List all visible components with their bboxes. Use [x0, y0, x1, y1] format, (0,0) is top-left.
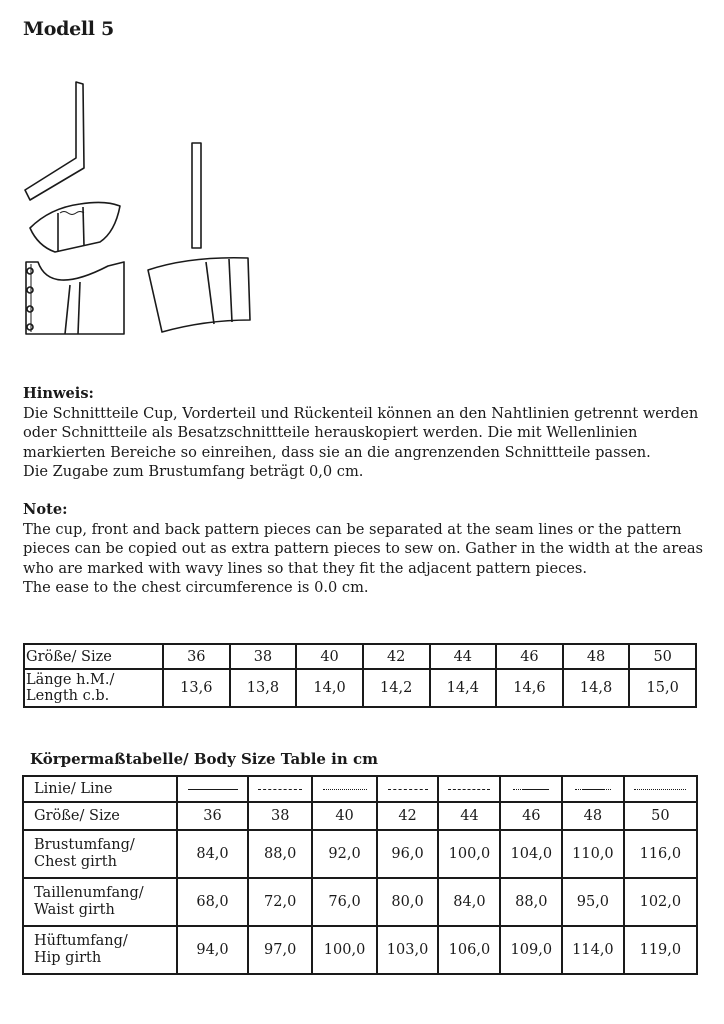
hinweis-line: oder Schnittteile als Besatzschnittteile herauskopiert werden. Die mit Wellenlinien [23, 424, 638, 441]
value-cell: 95,0 [562, 878, 624, 926]
table-row [23, 802, 697, 830]
dash-dot-dash-line-swatch [583, 789, 603, 790]
value-cell: 102,0 [624, 878, 697, 926]
body-size-table [22, 775, 698, 975]
length-label [24, 669, 163, 707]
page-title: Modell 5 [23, 18, 114, 40]
line-style-cell [624, 776, 697, 802]
chest-label-en: Chest girth [34, 854, 117, 870]
line-style-cell [377, 776, 439, 802]
dot-long-dash-line-swatch [523, 789, 549, 790]
size-cell: 38 [230, 644, 297, 669]
size-cell: 46 [500, 802, 562, 830]
line-style-cell [500, 776, 562, 802]
size-cell: 48 [562, 802, 624, 830]
hinweis-line: Die Zugabe zum Brustumfang beträgt 0,0 cm. [23, 463, 364, 480]
table-row [24, 669, 696, 707]
value-cell: 84,0 [177, 830, 248, 878]
line-style-cell [562, 776, 624, 802]
size-cell: 36 [163, 644, 230, 669]
line-label: Linie/ Line [23, 776, 177, 802]
strap-piece [25, 82, 84, 200]
table-row [23, 830, 697, 878]
value-cell: 88,0 [500, 878, 562, 926]
value-cell: 97,0 [248, 926, 312, 974]
length-cell: 13,6 [163, 669, 230, 707]
table-row [23, 926, 697, 974]
value-cell: 119,0 [624, 926, 697, 974]
size-cell: 42 [377, 802, 439, 830]
dashed-line-swatch [448, 789, 490, 790]
size-cell: 48 [563, 644, 630, 669]
value-cell: 100,0 [312, 926, 376, 974]
value-cell: 106,0 [438, 926, 500, 974]
size-cell: 42 [363, 644, 430, 669]
waist-label-de: Taillenumfang/ [34, 885, 144, 901]
line-style-cell [177, 776, 248, 802]
long-dash-line-swatch [258, 789, 302, 790]
value-cell: 109,0 [500, 926, 562, 974]
size-cell: 36 [177, 802, 248, 830]
value-cell: 96,0 [377, 830, 439, 878]
size-cell: 50 [629, 644, 696, 669]
length-cell: 14,6 [496, 669, 563, 707]
back-piece [148, 258, 250, 332]
value-cell: 92,0 [312, 830, 376, 878]
length-label-de: Länge h.M./ [26, 672, 115, 688]
length-cell: 14,2 [363, 669, 430, 707]
hip-label-en: Hip girth [34, 950, 102, 966]
table-row [24, 644, 696, 669]
line-style-cell [248, 776, 312, 802]
length-table [23, 643, 697, 708]
size-cell: 44 [430, 644, 497, 669]
note-line: who are marked with wavy lines so that they fit the adjacent pattern pieces. [23, 559, 588, 577]
value-cell: 104,0 [500, 830, 562, 878]
size-cell: 40 [296, 644, 363, 669]
hinweis-line: markierten Bereiche so einreihen, dass sie an die angrenzenden Schnittteile passen. [23, 443, 651, 461]
length-cell: 13,8 [230, 669, 297, 707]
line-style-cell [438, 776, 500, 802]
dense-dotted-line-swatch [634, 789, 686, 790]
size-cell: 46 [496, 644, 563, 669]
value-cell: 84,0 [438, 878, 500, 926]
solid-line-swatch [188, 789, 238, 790]
length-cell: 14,4 [430, 669, 497, 707]
hinweis-heading: Hinweis: [23, 385, 94, 402]
table-row [23, 776, 697, 802]
body-table-title: Körpermaßtabelle/ Body Size Table in cm [30, 750, 379, 768]
front-piece [26, 262, 124, 334]
pattern-pieces-drawing [0, 70, 300, 350]
table-row [23, 878, 697, 926]
size-cell: 38 [248, 802, 312, 830]
length-cell: 15,0 [629, 669, 696, 707]
hip-label [23, 926, 177, 974]
size-cell: 44 [438, 802, 500, 830]
waist-label [23, 878, 177, 926]
dotted-line-swatch [323, 789, 367, 790]
back-strap-piece [192, 143, 201, 248]
hinweis-section [23, 384, 713, 482]
value-cell: 88,0 [248, 830, 312, 878]
line-style-cell [312, 776, 376, 802]
value-cell: 114,0 [562, 926, 624, 974]
note-section [23, 500, 713, 598]
size-label: Größe/ Size [24, 644, 163, 669]
length-cell: 14,8 [563, 669, 630, 707]
length-cell: 14,0 [296, 669, 363, 707]
value-cell: 72,0 [248, 878, 312, 926]
note-line: The ease to the chest circumference is 0.0 cm. [23, 579, 369, 596]
note-heading: Note: [23, 501, 68, 518]
size-cell: 50 [624, 802, 697, 830]
hinweis-line: Die Schnittteile Cup, Vorderteil und Rückenteil können an den Nahtlinien getrennt werden [23, 404, 699, 422]
waist-label-en: Waist girth [34, 902, 115, 918]
value-cell: 68,0 [177, 878, 248, 926]
value-cell: 100,0 [438, 830, 500, 878]
note-line: pieces can be copied out as extra pattern pieces to sew on. Gather in the width at the areas [23, 540, 704, 557]
value-cell: 94,0 [177, 926, 248, 974]
value-cell: 76,0 [312, 878, 376, 926]
cup-piece [30, 202, 120, 252]
chest-label-de: Brustumfang/ [34, 837, 135, 853]
note-line: The cup, front and back pattern pieces can be separated at the seam lines or the pattern [23, 520, 682, 538]
size-cell: 40 [312, 802, 376, 830]
chest-label [23, 830, 177, 878]
value-cell: 103,0 [377, 926, 439, 974]
length-label-en: Length c.b. [26, 688, 110, 704]
value-cell: 116,0 [624, 830, 697, 878]
hip-label-de: Hüftumfang/ [34, 933, 128, 949]
size-label: Größe/ Size [23, 802, 177, 830]
value-cell: 80,0 [377, 878, 439, 926]
value-cell: 110,0 [562, 830, 624, 878]
dash-dot-line-swatch [388, 789, 428, 790]
